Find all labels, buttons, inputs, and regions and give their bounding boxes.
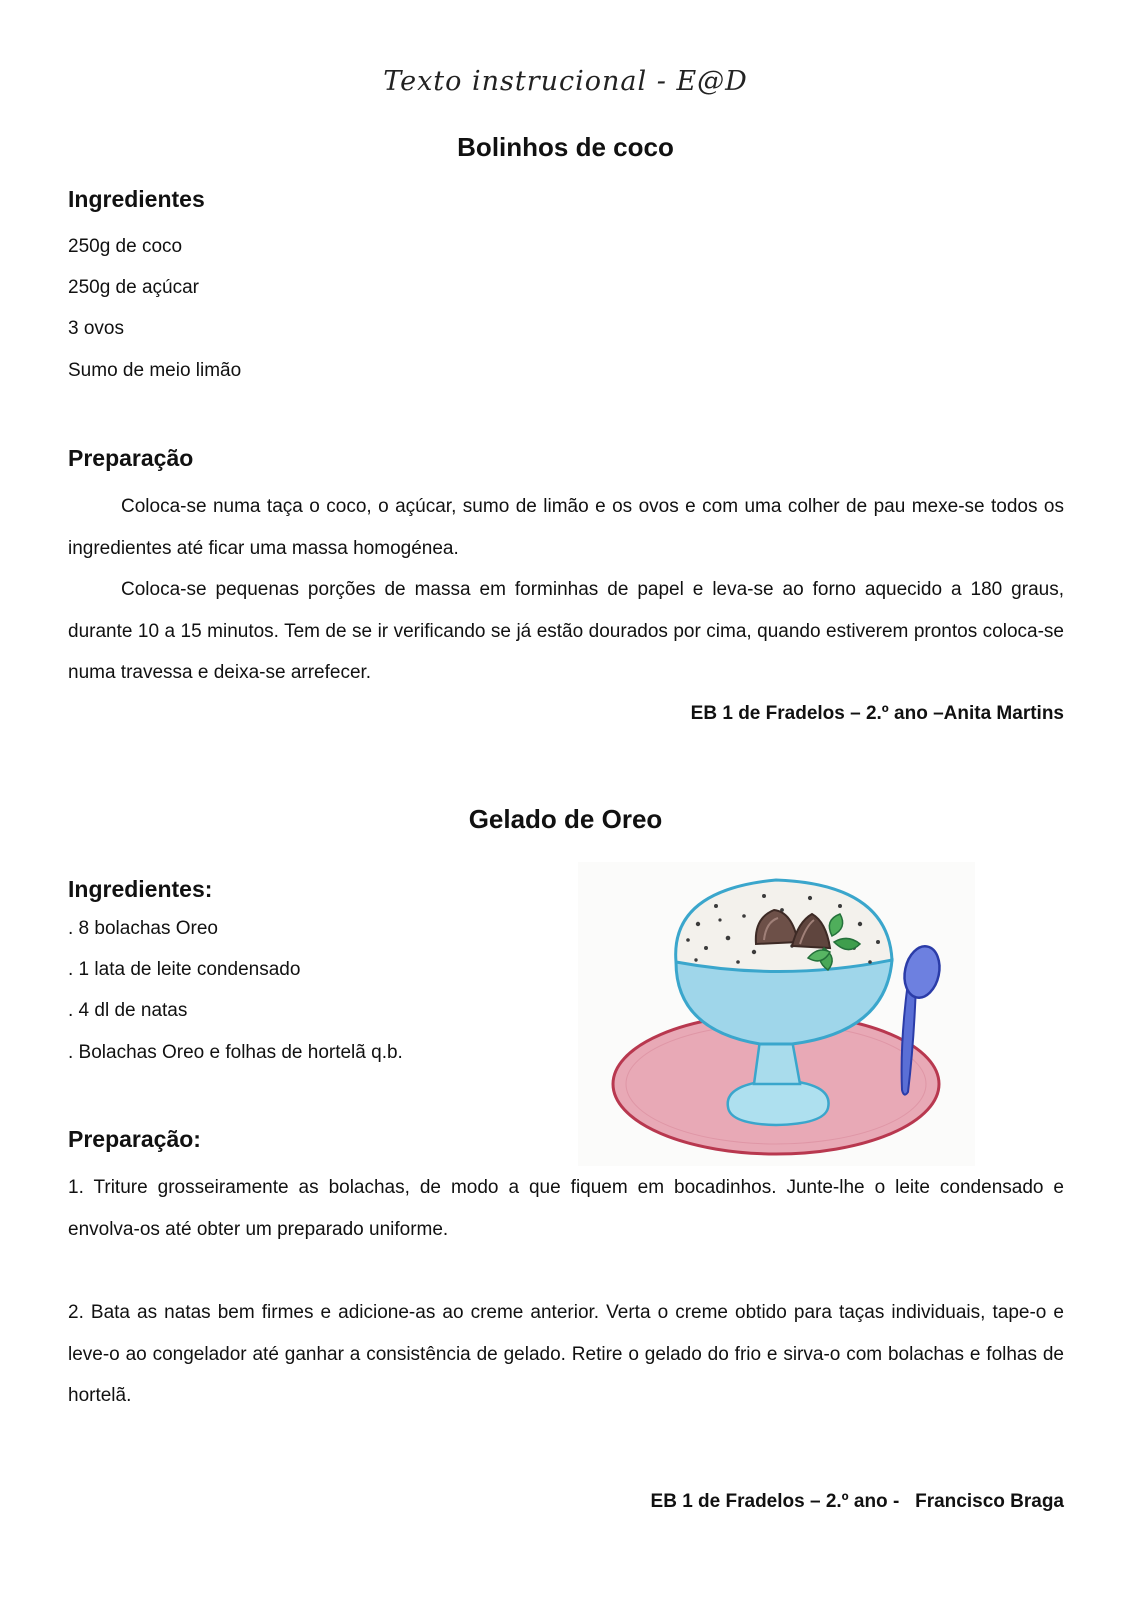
ice-cream-illustration: [578, 862, 975, 1166]
ingredient-item: . 8 bolachas Oreo: [68, 918, 218, 939]
preparation-paragraph: Coloca-se pequenas porções de massa em forminhas de papel e leva-se ao forno aquecido a 180 graus, durante 10 a 15 minutos. Tem de se ir verificando se já estão dourados por cima, quando estiverem prontos coloca-se numa travessa e deixa-se arrefecer.: [68, 579, 1064, 683]
ingredient-item: 250g de coco: [68, 236, 183, 257]
preparation-paragraph: Coloca-se numa taça o coco, o açúcar, sumo de limão e os ovos e com uma colher de pau mexe-se todos os ingredientes até ficar uma massa homogénea.: [68, 496, 1064, 559]
ingredient-item: 250g de açúcar: [68, 277, 199, 298]
recipe-title-gelado: Gelado de Oreo: [468, 804, 663, 834]
preparation-heading-1: Preparação: [68, 445, 194, 471]
recipe-title-bolinhos: Bolinhos de coco: [457, 132, 674, 162]
ingredient-item: 3 ovos: [68, 318, 124, 339]
cup-base-drawing: [728, 1080, 829, 1125]
preparation-heading-2: Preparação:: [68, 1126, 201, 1152]
ingredients-heading-2: Ingredientes:: [68, 876, 213, 902]
page-title: Texto instrucional - E@D: [383, 66, 748, 97]
ingredients-heading-1: Ingredientes: [68, 186, 205, 212]
ingredient-item: Sumo de meio limão: [68, 360, 242, 381]
signature-francisco: EB 1 de Fradelos – 2.º ano - Francisco Braga: [650, 1491, 1064, 1512]
signature-anita: EB 1 de Fradelos – 2.º ano –Anita Martins: [690, 703, 1064, 724]
cup-stem-drawing: [754, 1040, 800, 1084]
ingredient-item: . 4 dl de natas: [68, 1000, 188, 1021]
ingredient-item: . 1 lata de leite condensado: [68, 959, 301, 980]
preparation-paragraph: 2. Bata as natas bem firmes e adicione-as ao creme anterior. Verta o creme obtido para taças individuais, tape-o e leve-o ao congelador até ganhar a consistência de gelado. Retire o gelado do frio e sirva-o com bolachas e folhas de hortelã.: [68, 1302, 1064, 1406]
preparation-paragraph: 1. Triture grosseiramente as bolachas, de modo a que fiquem em bocadinhos. Junte-lhe o leite condensado e envolva-os até obter um preparado uniforme.: [68, 1177, 1064, 1240]
ingredient-item: . Bolachas Oreo e folhas de hortelã q.b.: [68, 1042, 403, 1063]
